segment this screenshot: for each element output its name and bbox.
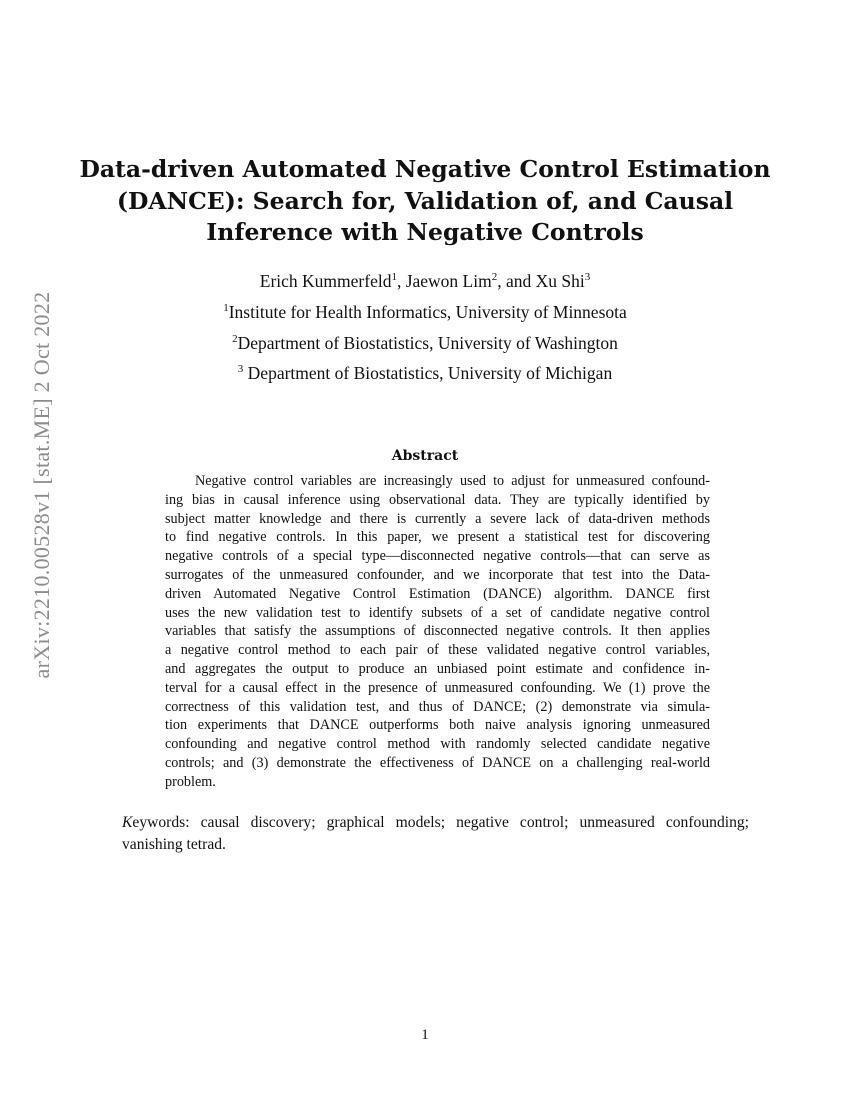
abstract-line: terval for a causal effect in the presence of unmeasured confounding. We (1) prove the <box>165 679 710 696</box>
abstract-line: subject matter knowledge and there is currently a severe lack of data-driven methods <box>165 510 710 527</box>
author-list <box>0 264 850 295</box>
title-line: Data-driven Automated Negative Control Estimation <box>79 155 771 183</box>
abstract-line: and aggregates the output to produce an unbiased point estimate and confidence in- <box>165 660 710 677</box>
abstract-line: surrogates of the unmeasured confounder, and we incorporate that test into the Data- <box>165 566 710 583</box>
affiliation-text: Institute for Health Informatics, University of Minnesota <box>228 301 627 322</box>
keywords <box>122 812 749 856</box>
keywords-line <box>122 812 749 834</box>
author-name: Erich Kummerfeld <box>259 270 392 291</box>
affiliation <box>0 326 850 357</box>
affiliation <box>0 356 850 387</box>
abstract-heading: Abstract <box>391 448 459 464</box>
abstract-line: driven Automated Negative Control Estimation (DANCE) algorithm. DANCE first <box>165 585 710 602</box>
abstract-line: a negative control method to each pair of these validated negative control variables, <box>165 642 710 659</box>
abstract-line: ing bias in causal inference using observational data. They are typically identified by <box>165 491 710 508</box>
author-affiliation-marker: 2 <box>491 271 498 283</box>
abstract-line: Negative control variables are increasingly used to adjust for unmeasured confound- <box>195 473 710 489</box>
affiliation-marker: 2 <box>232 332 238 345</box>
affiliation-text: Department of Biostatistics, University of Washington <box>237 332 618 353</box>
author-affiliation-marker: 3 <box>584 271 591 283</box>
author-name: , and Xu Shi <box>497 270 585 291</box>
author-affiliation-marker: 1 <box>391 271 397 283</box>
keywords-text: eywords: causal discovery; graphical models; negative control; unmeasured confounding; <box>132 814 749 831</box>
keywords-line: vanishing tetrad. <box>122 836 226 853</box>
paper-title <box>0 154 850 249</box>
abstract-line: controls; and (3) demonstrate the effectiveness of DANCE on a challenging real-world <box>165 754 710 771</box>
abstract-line: problem. <box>165 773 216 790</box>
page-number: 1 <box>421 1027 429 1043</box>
abstract-body <box>165 472 710 792</box>
affiliation <box>0 295 850 326</box>
affiliation-text: Department of Biostatistics, University of Michigan <box>243 363 613 384</box>
abstract-line: confounding and negative control method with randomly selected candidate negative <box>165 736 710 753</box>
author-name: , Jaewon Lim <box>396 270 492 291</box>
abstract-line: correctness of this validation test, and thus of DANCE; (2) demonstrate via simula- <box>165 698 710 715</box>
affiliation-marker: 1 <box>223 301 229 314</box>
affiliation-marker: 3 <box>237 363 244 376</box>
abstract-line: negative controls of a special type—disconnected negative controls—that can serve as <box>165 548 710 565</box>
title-line: Inference with Negative Controls <box>206 218 644 246</box>
title-line: (DANCE): Search for, Validation of, and Causal <box>116 186 734 215</box>
abstract-line: to find negative controls. In this paper, we present a statistical test for discovering <box>165 529 710 546</box>
arxiv-identifier-stamp: arXiv:2210.00528v1 [stat.ME] 2 Oct 2022 <box>29 291 54 679</box>
abstract-line: tion experiments that DANCE outperforms both naive analysis ignoring unmeasured <box>165 717 710 734</box>
abstract-line: variables that satisfy the assumptions of disconnected negative controls. It then applies <box>165 623 710 640</box>
author-block <box>0 264 850 387</box>
keywords-initial: K <box>122 814 133 831</box>
abstract-line: uses the new validation test to identify subsets of a set of candidate negative control <box>165 604 710 621</box>
